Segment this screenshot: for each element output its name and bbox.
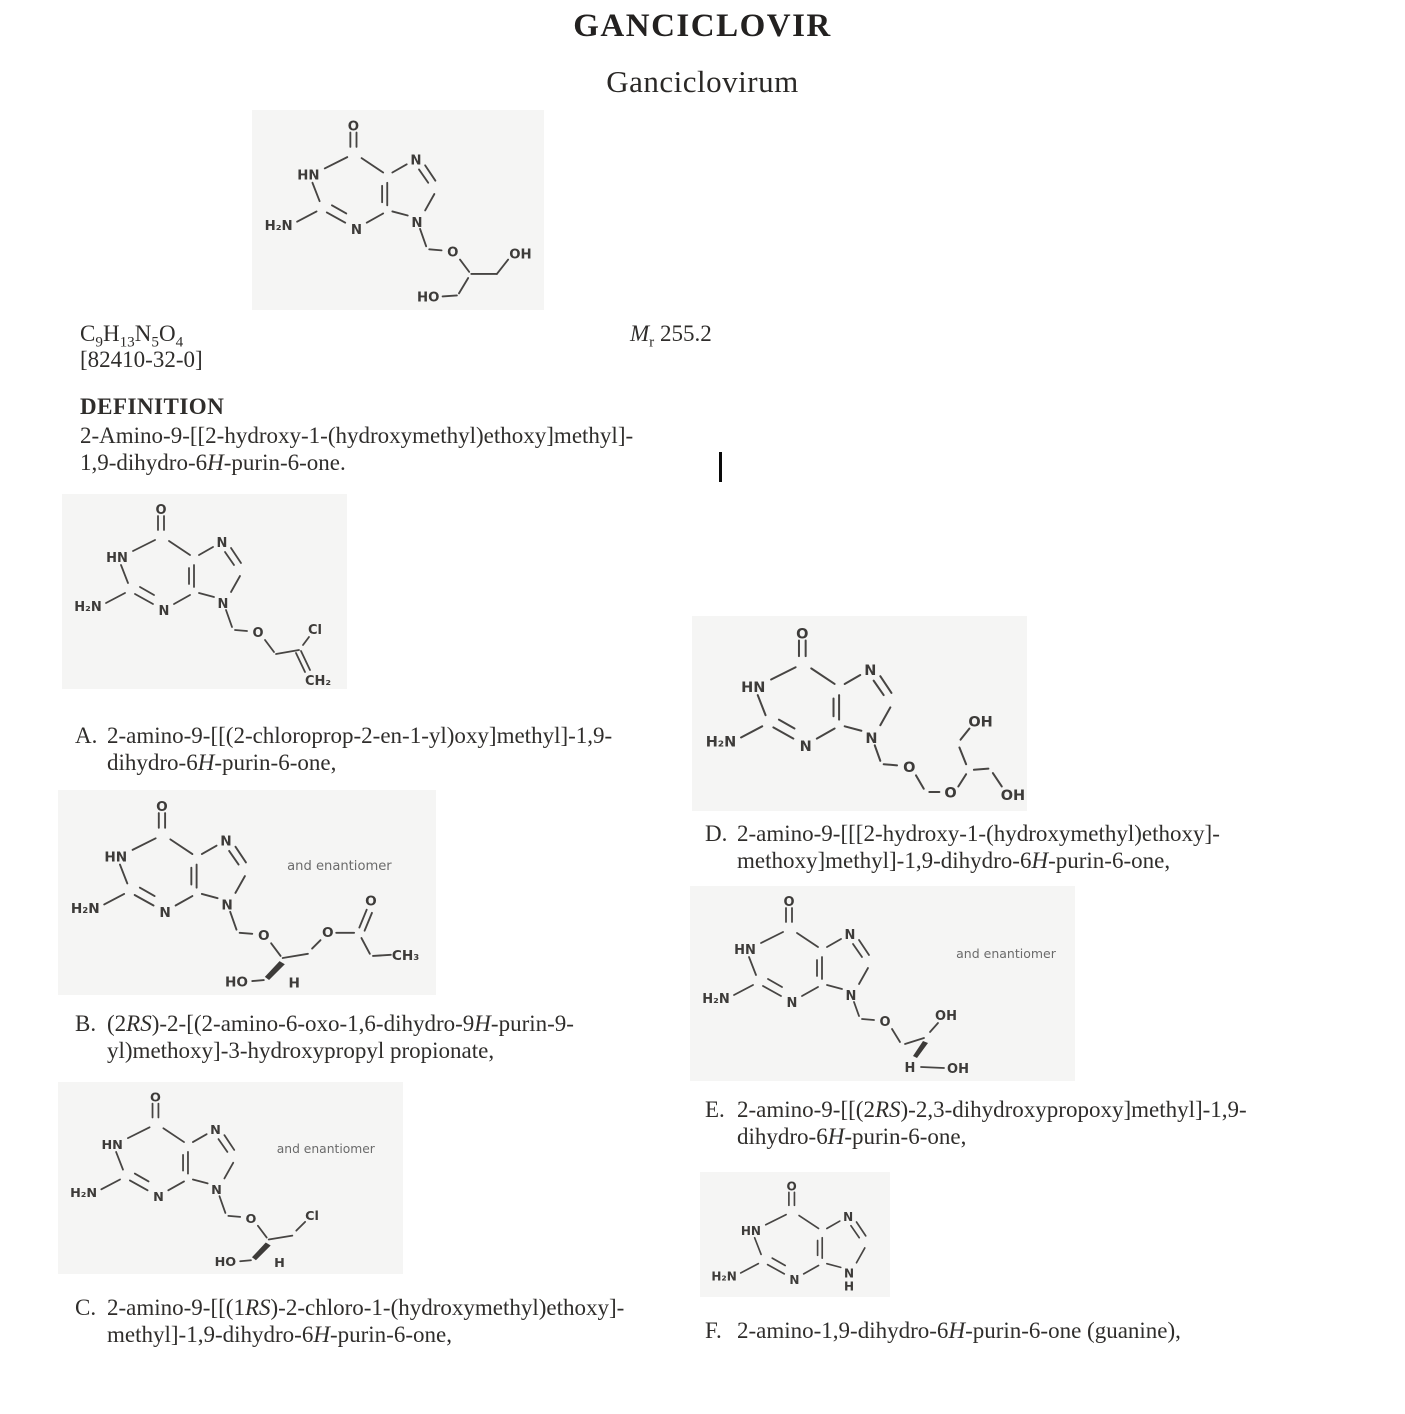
atom-label-oh2: OH	[1000, 787, 1026, 804]
bond-line	[230, 912, 236, 930]
bond-line	[135, 1174, 149, 1182]
bond-line	[202, 846, 217, 854]
impurity-f-caption: F. 2-amino-1,9-dihydro-6H-purin-6-one (guanine),	[705, 1318, 1181, 1343]
bond-line	[235, 630, 247, 631]
bond-line	[258, 1226, 267, 1238]
bond-line	[741, 726, 762, 737]
bond-line	[425, 194, 434, 210]
bond-line	[884, 764, 897, 765]
definition-heading: DEFINITION	[80, 394, 225, 419]
text-cursor-mark	[719, 452, 722, 482]
bond-line	[193, 1179, 208, 1183]
atom-label-h2n: H₂N	[711, 1269, 737, 1284]
bond-line	[845, 675, 861, 684]
definition-line-2: 1,9-dihydro-6H-purin-6-one.	[80, 450, 346, 475]
structure-impurity-b	[58, 790, 436, 995]
bond-line	[219, 1196, 225, 1213]
impurity-e-letter: E.	[705, 1097, 725, 1122]
impurity-b-letter: B.	[75, 1011, 97, 1036]
bond-line	[283, 954, 308, 958]
atom-label-h2n: H₂N	[74, 600, 102, 615]
atom-label-n9: N	[845, 989, 857, 1004]
bond-line	[168, 1181, 184, 1190]
atom-label-n3: N	[786, 996, 798, 1011]
bond-line	[862, 1019, 874, 1020]
structure-impurity-f	[700, 1172, 890, 1297]
atom-label-hn: HN	[734, 943, 756, 958]
bond-line	[362, 158, 384, 172]
bond-line	[853, 944, 862, 957]
bond-line	[772, 1258, 785, 1265]
bond-line	[121, 565, 128, 583]
bond-line	[845, 726, 862, 730]
atom-label-n3: N	[159, 905, 171, 922]
atom-label-h2n: H₂N	[702, 992, 730, 1007]
bond-line	[133, 540, 155, 551]
bond-line	[817, 729, 835, 739]
bond-line	[741, 1264, 759, 1273]
bond-line	[228, 1216, 240, 1217]
bond-line	[199, 593, 214, 597]
bond-line	[419, 169, 428, 182]
atom-label-n7: N	[864, 663, 877, 680]
atom-label-ch3: CH₃	[391, 948, 420, 965]
cas-number: [82410-32-0]	[80, 347, 203, 372]
atom-label-o1: O	[903, 760, 916, 776]
bond-line	[779, 720, 795, 729]
bond-line	[958, 774, 966, 786]
bond-line	[269, 1236, 293, 1240]
atom-label-ch2: CH₂	[304, 674, 332, 689]
bond-line	[135, 895, 154, 906]
bond-line	[224, 1135, 234, 1150]
page-title: GANCICLOVIR	[573, 8, 832, 44]
bond-line	[235, 876, 244, 893]
atom-label-ho: HO	[417, 290, 440, 306]
atom-label-hn: HN	[741, 679, 766, 696]
bond-line	[303, 637, 309, 645]
atom-label-n9h: H	[844, 1279, 855, 1294]
impurity-b-caption: B. (2RS)-2-[(2-amino-6-oxo-1,6-dihydro-9H-purin-9- yl)methoxy]-3-hydroxypropyl propionate,	[75, 1011, 574, 1063]
bond-line	[460, 260, 469, 272]
atom-label-hn: HN	[106, 551, 128, 566]
atom-label-o: O	[796, 626, 809, 643]
atom-label-oh: OH	[509, 247, 532, 263]
bond-line	[459, 278, 468, 293]
impurity-d-letter: D.	[705, 821, 728, 846]
bond-line	[226, 610, 232, 627]
bond-line	[827, 985, 842, 989]
structure-impurity-c	[58, 1082, 403, 1274]
atom-label-n3: N	[789, 1273, 800, 1288]
atom-label-o1: O	[257, 928, 270, 945]
bond-line	[296, 1222, 305, 1231]
bond-line	[763, 986, 781, 996]
bond-line	[169, 541, 190, 555]
bond-line	[443, 295, 457, 296]
bond-line	[875, 745, 881, 761]
bond-line	[880, 676, 891, 693]
bond-line	[202, 894, 218, 898]
bond-line	[856, 1248, 864, 1263]
atom-label-n9: N	[221, 897, 233, 914]
atom-label-h2n: H₂N	[264, 218, 293, 234]
bond-line	[365, 913, 372, 931]
bond-line	[116, 1152, 123, 1170]
atom-label-n9: N	[211, 1183, 222, 1199]
bond-line	[425, 165, 435, 180]
bond-line	[429, 249, 441, 250]
bond-line	[135, 594, 153, 604]
bond-line	[106, 593, 125, 603]
atom-label-o2: O	[944, 785, 957, 802]
impurity-f-letter: F.	[705, 1318, 722, 1343]
atom-label-hn: HN	[740, 1223, 761, 1238]
bond-line	[921, 1067, 944, 1068]
atom-label-n3: N	[158, 604, 170, 619]
bond-line	[312, 183, 319, 201]
bond-line	[959, 747, 966, 764]
enantiomer-note: and enantiomer	[276, 1141, 375, 1156]
impurity-e-caption: E. 2-amino-9-[[(2RS)-2,3-dihydroxypropoxy]methyl]-1,9- dihydro-6H-purin-6-one,	[705, 1097, 1247, 1149]
atom-label-ho: HO	[214, 1255, 237, 1271]
bond-line	[420, 229, 426, 246]
bond-line	[359, 910, 366, 928]
bond-line	[252, 980, 264, 981]
impurity-d-caption: D. 2-amino-9-[[[2-hydroxy-1-(hydroxymethyl)ethoxy]- methoxy]methyl]-1,9-dihydro-6H-purin-6-one,	[705, 821, 1220, 873]
atom-label-hn: HN	[297, 168, 320, 184]
bond-line	[771, 667, 796, 679]
atom-label-cl: Cl	[305, 1208, 319, 1224]
bond-line	[231, 576, 240, 592]
atom-label-n3: N	[350, 222, 363, 238]
atom-label-oh2: OH	[947, 1062, 969, 1077]
atom-label-hn: HN	[101, 1137, 123, 1153]
atom-label-o: O	[155, 503, 167, 518]
atom-label-n7: N	[216, 536, 228, 551]
bond-line	[176, 896, 193, 905]
atom-label-o: O	[786, 1179, 797, 1194]
impurity-c-letter: C.	[75, 1295, 97, 1320]
atom-label-o: O	[150, 1090, 161, 1106]
bond-line	[325, 157, 348, 168]
impurity-a-caption: A. 2-amino-9-[[(2-chloroprop-2-en-1-yl)oxy]methyl]-1,9- dihydro-6H-purin-6-one,	[75, 723, 613, 775]
atom-label-oh1: OH	[968, 714, 993, 731]
atom-label-o1: O	[447, 245, 459, 261]
bond-line	[327, 212, 345, 222]
bond-line	[811, 668, 834, 684]
bond-line	[224, 1163, 233, 1179]
bond-line	[133, 838, 156, 850]
bond-line	[225, 552, 234, 565]
atom-label-o2: O	[322, 925, 334, 941]
bond-line	[993, 773, 1002, 786]
atom-label-h2n: H₂N	[70, 1186, 98, 1202]
structure-impurity-d	[692, 616, 1027, 811]
atom-label-o1: O	[252, 626, 264, 641]
atom-label-o: O	[347, 119, 360, 135]
structure-ganciclovir	[252, 110, 544, 310]
atom-label-n9: N	[411, 215, 423, 231]
bond-line	[297, 211, 316, 221]
bond-line	[332, 205, 346, 213]
bond-line	[229, 851, 238, 865]
bond-line	[797, 933, 818, 947]
bond-line	[497, 260, 508, 274]
bond-line	[130, 1180, 148, 1190]
molecular-formula: $C_9H_{13}N_5O_4$	[80, 321, 184, 351]
atom-label-n7: N	[410, 153, 422, 169]
bond-line	[170, 839, 192, 854]
bond-line	[367, 213, 383, 222]
bond-line	[854, 1002, 859, 1016]
bond-line	[128, 1127, 150, 1138]
bond-line	[799, 1216, 818, 1229]
atom-label-n7: N	[220, 833, 232, 850]
bond-line	[231, 548, 241, 563]
atom-label-n9: N	[217, 597, 229, 612]
structure-impurity-a	[62, 494, 347, 689]
bond-line	[892, 1029, 900, 1042]
atom-label-n3: N	[799, 738, 812, 755]
atom-label-oh1: OH	[935, 1009, 957, 1024]
bond-line	[880, 707, 890, 725]
atom-label-h2n: H₂N	[705, 734, 737, 751]
bond-line	[163, 1128, 184, 1142]
bond-line	[856, 1222, 865, 1236]
atom-label-n7: N	[210, 1123, 221, 1139]
bond-line	[804, 1266, 819, 1274]
bond-line	[174, 595, 190, 604]
enantiomer-note: and enantiomer	[287, 858, 392, 874]
bond-line	[755, 1238, 761, 1255]
bond-line	[218, 1139, 227, 1152]
bond-line	[140, 888, 155, 896]
atom-label-o3: O	[365, 893, 377, 910]
bond-line	[905, 1038, 924, 1044]
bond-line	[859, 968, 868, 984]
atom-label-n7: N	[844, 928, 856, 943]
bond-line	[749, 957, 756, 975]
structure-impurity-e	[690, 886, 1075, 1081]
bond-line	[916, 775, 924, 788]
bond-line	[768, 1265, 785, 1274]
bond-line	[974, 769, 988, 770]
impurity-a-letter: A.	[75, 723, 98, 748]
bond-line	[361, 938, 369, 954]
relative-mass: $M_r$ 255.2	[630, 321, 712, 351]
atom-label-o: O	[156, 799, 168, 815]
atom-label-n9: N	[865, 731, 878, 748]
latin-title: Ganciclovirum	[606, 64, 799, 99]
bond-line	[193, 1134, 207, 1142]
atom-label-ho: HO	[224, 974, 249, 991]
bond-line	[312, 940, 320, 948]
bond-line	[734, 985, 753, 995]
bond-line	[827, 1264, 841, 1268]
bond-line	[392, 164, 406, 172]
atom-label-h: H	[904, 1061, 916, 1076]
atom-label-h2n: H₂N	[70, 900, 100, 917]
bond-line	[271, 943, 280, 956]
bond-line	[827, 939, 841, 947]
atom-label-cl: Cl	[308, 623, 322, 638]
bond-line	[104, 894, 124, 905]
bond-line	[240, 933, 253, 934]
bond-line	[768, 979, 782, 987]
bond-line	[930, 1023, 938, 1032]
bond-line	[851, 1226, 859, 1238]
wedge-bond	[265, 961, 285, 980]
atom-label-n7: N	[843, 1210, 854, 1225]
atom-label-h: H	[288, 975, 300, 992]
atom-label-h: H	[274, 1256, 285, 1272]
bond-line	[761, 932, 783, 943]
bond-line	[758, 695, 766, 715]
atom-label-o1: O	[245, 1211, 257, 1227]
bond-line	[101, 1179, 120, 1189]
bond-line	[373, 955, 391, 956]
bond-line	[392, 211, 407, 215]
definition-line-1: 2-Amino-9-[[2-hydroxy-1-(hydroxymethyl)ethoxy]methyl]-	[80, 423, 634, 448]
bond-line	[827, 1221, 840, 1228]
bond-line	[199, 547, 213, 555]
atom-label-n9: N	[844, 1266, 855, 1281]
bond-line	[265, 640, 274, 652]
bond-line	[240, 1260, 251, 1261]
bond-line	[140, 587, 154, 595]
atom-label-o1: O	[879, 1015, 891, 1030]
bond-line	[859, 940, 869, 955]
bond-line	[802, 987, 818, 996]
impurity-c-caption: C. 2-amino-9-[[(1RS)-2-chloro-1-(hydroxymethyl)ethoxy]- methyl]-1,9-dihydro-6H-purin-6-one,	[75, 1295, 625, 1347]
enantiomer-note: and enantiomer	[956, 946, 1056, 961]
wedge-bond	[252, 1242, 271, 1260]
wedge-bond	[913, 1041, 928, 1058]
atom-label-o: O	[783, 895, 795, 910]
bond-line	[766, 1215, 786, 1225]
atom-label-hn: HN	[104, 849, 128, 866]
bond-line	[120, 865, 127, 884]
bond-line	[773, 727, 793, 738]
bond-line	[874, 681, 884, 695]
bond-line	[235, 847, 246, 863]
atom-label-n3: N	[153, 1190, 164, 1206]
